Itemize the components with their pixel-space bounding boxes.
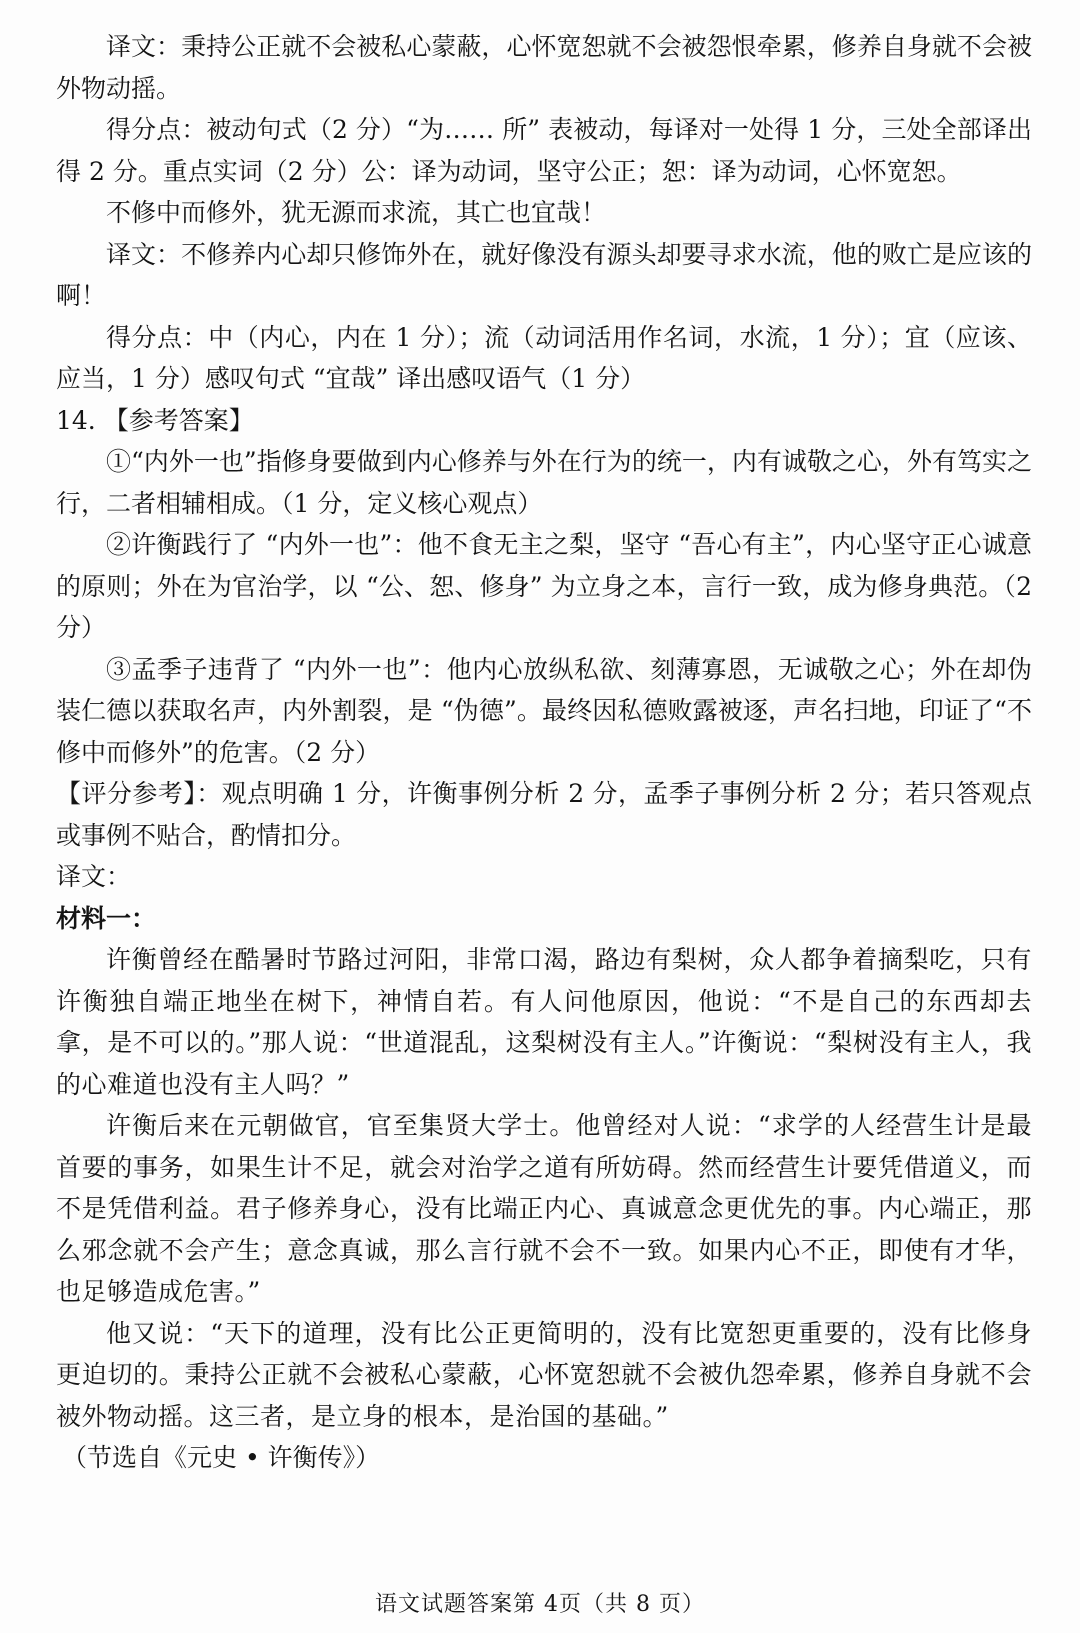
translation-paragraph-2: 译文：不修养内心却只修饰外在，就好像没有源头却要寻求水流，他的败亡是应该的啊！ [56, 239, 1032, 310]
answer-point-2: ②许衡践行了 “内外一也”：他不食无主之梨，坚守 “吾心有主”，内心坚守正心诚意的原则；外在为官治学，以 “公、恕、修身” 为立身之本，言行一致，成为修身典范。（2 分） [56, 530, 1032, 642]
question-14-heading: 14. 【参考答案】 [56, 405, 254, 435]
classical-sentence-2: 不修中而修外，犹无源而求流，其亡也宜哉！ [106, 198, 607, 227]
translation-label: 译文： [56, 862, 132, 891]
scoring-points-2: 得分点：中（内心，内在 1 分）；流（动词活用作名词，水流，1 分）；宜（应该、应当，1 分）感叹句式 “宜哉” 译出感叹语气（1 分） [56, 322, 1032, 393]
scoring-points-1: 得分点：被动句式（2 分）“为…… 所” 表被动，每译对一处得 1 分，三处全部译出得 2 分。重点实词（2 分）公：译为动词，坚守公正；恕：译为动词，心怀宽恕。 [56, 115, 1032, 186]
page-footer: 语文试题答案第 4页（共 8 页） [375, 1592, 705, 1617]
answer-point-3: ③孟季子违背了 “内外一也”：他内心放纵私欲、刻薄寡恩，无诚敬之心；外在却伪装仁德以获取名声，内外割裂，是 “伪德”。最终因私德败露被逐，声名扫地，印证了“不修中而修外”的危害。（2 分） [56, 654, 1032, 767]
material-paragraph-3: 他又说：“天下的道理，没有比公正更简明的，没有比宽恕更重要的，没有比修身更迫切的。秉持公正就不会被私心蒙蔽，心怀宽恕就不会被仇怨牵累，修养自身就不会被外物动摇。这三者，是立身的根本，是治国的基础。” [56, 1318, 1032, 1431]
answer-point-1: ①“内外一也”指修身要做到内心修养与外在行为的统一，内有诚敬之心，外有笃实之行，二者相辅相成。（1 分，定义核心观点） [56, 447, 1032, 518]
source-citation: （节选自《元史 • 许衡传》） [62, 1443, 381, 1472]
material-paragraph-1: 许衡曾经在酷暑时节路过河阳，非常口渴，路边有梨树，众人都争着摘梨吃，只有许衡独自端正地坐在树下，神情自若。有人问他原因，他说：“不是自己的东西却去拿，是不可以的。”那人说：“世道混乱，这梨树没有主人。”许衡说：“梨树没有主人，我的心难道也没有主人吗？” [56, 945, 1032, 1099]
scoring-reference: 【评分参考】：观点明确 1 分，许衡事例分析 2 分，孟季子事例分析 2 分；若只答观点或事例不贴合，酌情扣分。 [56, 779, 1032, 850]
material-one-label: 材料一： [56, 903, 157, 933]
material-paragraph-2: 许衡后来在元朝做官，官至集贤大学士。他曾经对人说：“求学的人经营生计是最首要的事务，如果生计不足，就会对治学之道有所妨碍。然而经营生计要凭借道义，而不是凭借利益。君子修养身心，没有比端正内心、真诚意念更优先的事。内心端正，那么邪念就不会产生；意念真诚，那么言行就不会不一致。如果内心不正，即使有才华，也足够造成危害。” [56, 1111, 1032, 1306]
translation-paragraph-1: 译文：秉持公正就不会被私心蒙蔽，心怀宽恕就不会被怨恨牵累，修养自身就不会被外物动摇。 [56, 32, 1032, 103]
